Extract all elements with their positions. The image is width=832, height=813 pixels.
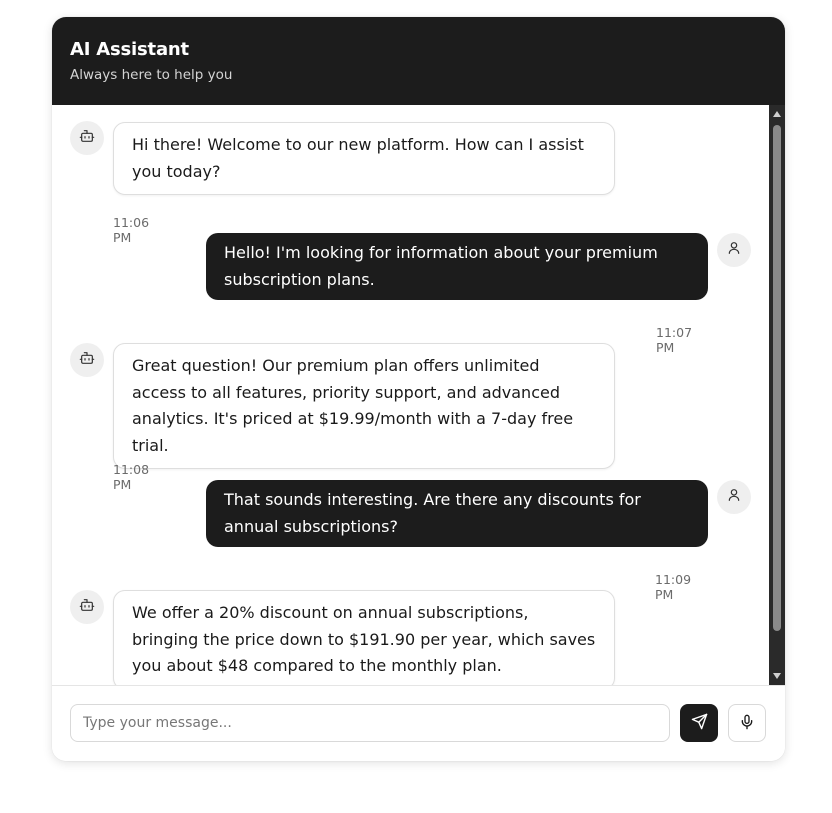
microphone-icon [739, 714, 755, 733]
bot-avatar [70, 343, 104, 377]
message-bubble: We offer a 20% discount on annual subscriptions, bringing the price down to $191.90 per year, which saves you about $48 compared to the monthly plan. [113, 590, 615, 685]
user-icon [726, 240, 742, 260]
send-icon [691, 713, 708, 733]
microphone-button[interactable] [728, 704, 766, 742]
bot-icon [79, 128, 95, 148]
scroll-up-arrow-icon[interactable] [769, 107, 785, 121]
composer [52, 685, 785, 761]
message-timestamp: 11:08 PM [113, 462, 150, 492]
scrollbar[interactable] [769, 105, 785, 685]
header-subtitle: Always here to help you [70, 67, 233, 83]
message-input[interactable] [70, 704, 670, 742]
user-avatar [717, 480, 751, 514]
user-avatar [717, 233, 751, 267]
header-title: AI Assistant [70, 39, 189, 60]
message-bubble: Hi there! Welcome to our new platform. How can I assist you today? [113, 122, 615, 195]
message-bubble: That sounds interesting. Are there any discounts for annual subscriptions? [206, 480, 708, 547]
message-timestamp: 11:07 PM [656, 325, 693, 355]
send-button[interactable] [680, 704, 718, 742]
message-bubble: Great question! Our premium plan offers unlimited access to all features, priority support, and advanced analytics. It's priced at $19.99/month with a 7-day free trial. [113, 343, 615, 469]
bot-avatar [70, 121, 104, 155]
scrollbar-thumb[interactable] [773, 125, 781, 631]
message-list[interactable] [52, 105, 769, 685]
bot-icon [79, 350, 95, 370]
message-bubble: Hello! I'm looking for information about your premium subscription plans. [206, 233, 708, 300]
bot-avatar [70, 590, 104, 624]
user-icon [726, 487, 742, 507]
chat-header [52, 17, 785, 105]
message-timestamp: 11:06 PM [113, 215, 150, 245]
bot-icon [79, 597, 95, 617]
chat-window [52, 17, 785, 761]
message-timestamp: 11:09 PM [655, 572, 692, 602]
scroll-down-arrow-icon[interactable] [769, 669, 785, 683]
